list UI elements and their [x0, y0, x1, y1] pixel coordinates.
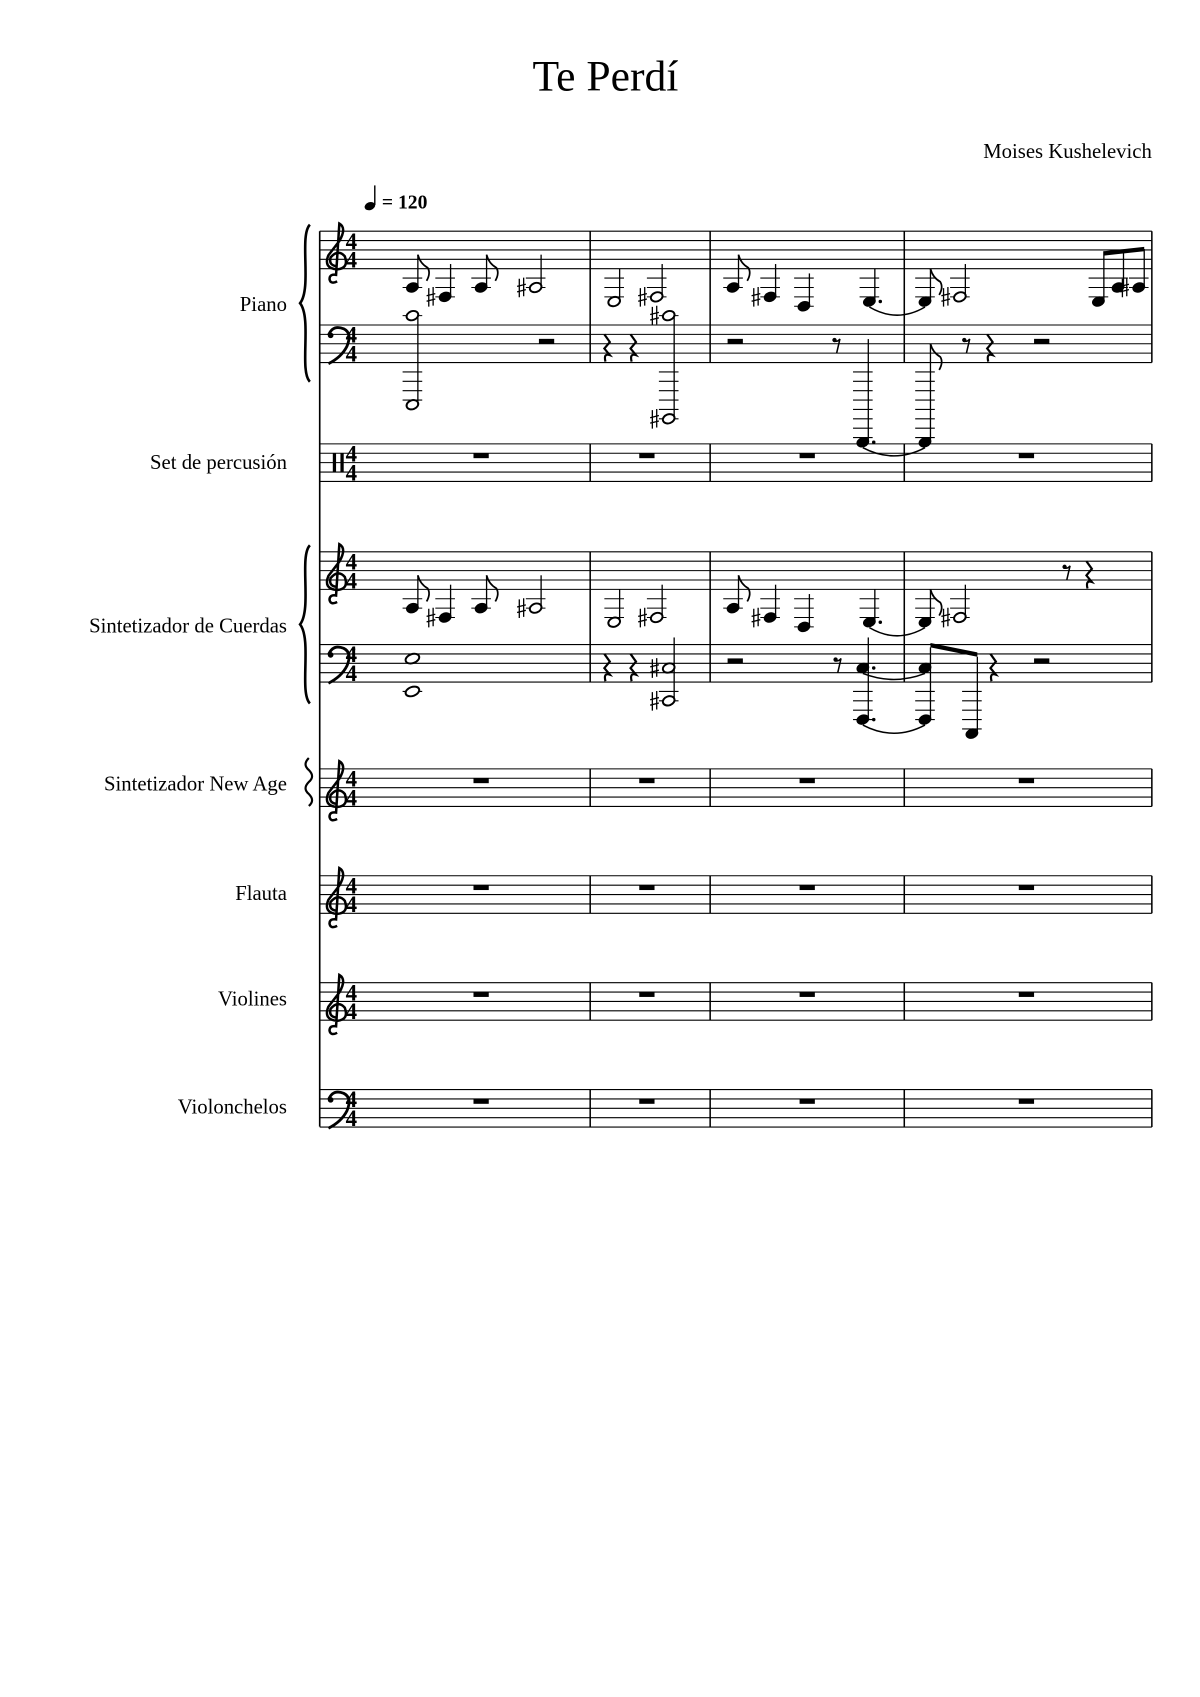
half-rest — [1034, 339, 1049, 344]
time-signature-numerator: 4 — [345, 441, 358, 467]
instrument-label-cellos: Violonchelos — [177, 1096, 287, 1119]
sharp-icon — [752, 608, 761, 628]
whole-rest — [800, 453, 815, 458]
whole-rest — [473, 992, 488, 997]
sharp-icon — [517, 278, 526, 298]
whole-rest — [473, 1099, 488, 1104]
brace — [300, 225, 310, 382]
brace — [300, 545, 310, 703]
instrument-label-piano: Piano — [239, 293, 287, 316]
whole-rest — [800, 1099, 815, 1104]
composer-name: Moises Kushelevich — [983, 141, 1152, 164]
tie — [863, 725, 925, 733]
tempo-text: = 120 — [381, 192, 428, 214]
eighth-rest — [834, 658, 841, 672]
whole-rest — [1019, 778, 1034, 783]
half-rest — [1034, 658, 1049, 663]
whole-rest — [1019, 453, 1034, 458]
treble-clef-icon — [327, 761, 346, 820]
time-signature-numerator: 4 — [345, 1087, 358, 1113]
whole-rest — [639, 1099, 654, 1104]
whole-rest — [1019, 992, 1034, 997]
whole-rest — [800, 992, 815, 997]
eighth-flag — [487, 255, 498, 281]
time-signature-denominator: 4 — [345, 341, 358, 367]
time-signature-denominator: 4 — [345, 892, 358, 918]
time-signature-denominator: 4 — [345, 999, 358, 1025]
whole-rest — [1019, 1099, 1034, 1104]
quarter-rest — [604, 334, 609, 361]
time-signature-denominator: 4 — [345, 1105, 358, 1131]
augmentation-dot — [872, 666, 875, 669]
quarter-rest — [631, 334, 636, 361]
time-signature-numerator: 4 — [345, 873, 358, 899]
quarter-rest — [631, 654, 636, 681]
tie — [869, 307, 925, 315]
instrument-label-violins: Violines — [218, 988, 287, 1011]
sharp-icon — [427, 608, 436, 628]
eighth-flag — [930, 344, 941, 370]
tie — [863, 448, 925, 456]
sharp-icon — [650, 691, 659, 711]
augmentation-dot — [879, 620, 882, 623]
time-signature-denominator: 4 — [345, 660, 358, 686]
time-signature-denominator: 4 — [345, 568, 358, 594]
whole-rest — [473, 453, 488, 458]
music-notation — [300, 224, 1152, 1131]
sharp-icon — [638, 287, 647, 307]
time-signature-numerator: 4 — [345, 549, 358, 575]
bracket-squiggle — [306, 758, 313, 806]
eighth-flag — [418, 575, 429, 601]
sharp-icon — [517, 598, 526, 618]
whole-rest — [800, 778, 815, 783]
whole-rest — [639, 453, 654, 458]
tie — [863, 673, 925, 679]
bass-clef-dot — [328, 1097, 334, 1103]
sharp-icon — [650, 306, 659, 326]
instrument-label-flute: Flauta — [235, 882, 287, 905]
quarter-rest — [987, 334, 992, 361]
eighth-flag — [739, 575, 750, 601]
time-signature-numerator: 4 — [345, 766, 358, 792]
eighth-flag — [418, 255, 429, 281]
quarter-rest — [604, 654, 609, 681]
score-title: Te Perdí — [532, 52, 679, 101]
sharp-icon — [650, 658, 659, 678]
augmentation-dot — [872, 718, 875, 721]
sharp-icon — [427, 287, 436, 307]
eighth-rest — [833, 339, 840, 353]
percussion-clef-icon — [333, 453, 336, 472]
eighth-rest — [963, 339, 970, 353]
treble-clef-icon — [327, 868, 346, 927]
sharp-icon — [941, 287, 950, 307]
time-signature-denominator: 4 — [345, 247, 358, 273]
treble-clef-icon — [327, 224, 346, 283]
half-rest — [539, 339, 554, 344]
time-signature-numerator: 4 — [345, 322, 358, 348]
half-rest — [728, 339, 743, 344]
time-signature-numerator: 4 — [345, 980, 358, 1006]
quarter-rest — [990, 654, 995, 681]
whole-rest — [800, 885, 815, 890]
eighth-flag — [930, 589, 941, 615]
whole-rest — [639, 885, 654, 890]
time-signature-denominator: 4 — [345, 460, 358, 486]
treble-clef-icon — [327, 544, 346, 603]
quarter-rest — [1086, 561, 1091, 588]
eighth-flag — [739, 255, 750, 281]
sharp-icon — [638, 608, 647, 628]
half-rest — [728, 658, 743, 663]
time-signature-denominator: 4 — [345, 785, 358, 811]
time-signature-numerator: 4 — [345, 228, 358, 254]
whole-rest — [639, 992, 654, 997]
treble-clef-icon — [327, 975, 346, 1034]
instrument-label-string-synth: Sintetizador de Cuerdas — [89, 615, 287, 638]
sharp-icon — [752, 287, 761, 307]
instrument-label-percussion: Set de percusión — [150, 451, 287, 474]
note-head — [404, 685, 420, 698]
percussion-clef-icon — [340, 453, 343, 472]
whole-rest — [473, 778, 488, 783]
eighth-flag — [930, 269, 941, 295]
bass-clef-dot — [328, 652, 334, 658]
sharp-icon — [941, 608, 950, 628]
eighth-flag — [487, 575, 498, 601]
instrument-label-new-age-synth: Sintetizador New Age — [104, 773, 287, 796]
whole-rest — [1019, 885, 1034, 890]
augmentation-dot — [879, 300, 882, 303]
time-signature-numerator: 4 — [345, 642, 358, 668]
whole-rest — [639, 778, 654, 783]
tie — [869, 628, 925, 636]
whole-rest — [473, 885, 488, 890]
sharp-icon — [650, 409, 659, 429]
tempo-marking — [363, 185, 427, 213]
eighth-rest — [1064, 566, 1071, 580]
bass-clef-dot — [328, 332, 334, 338]
